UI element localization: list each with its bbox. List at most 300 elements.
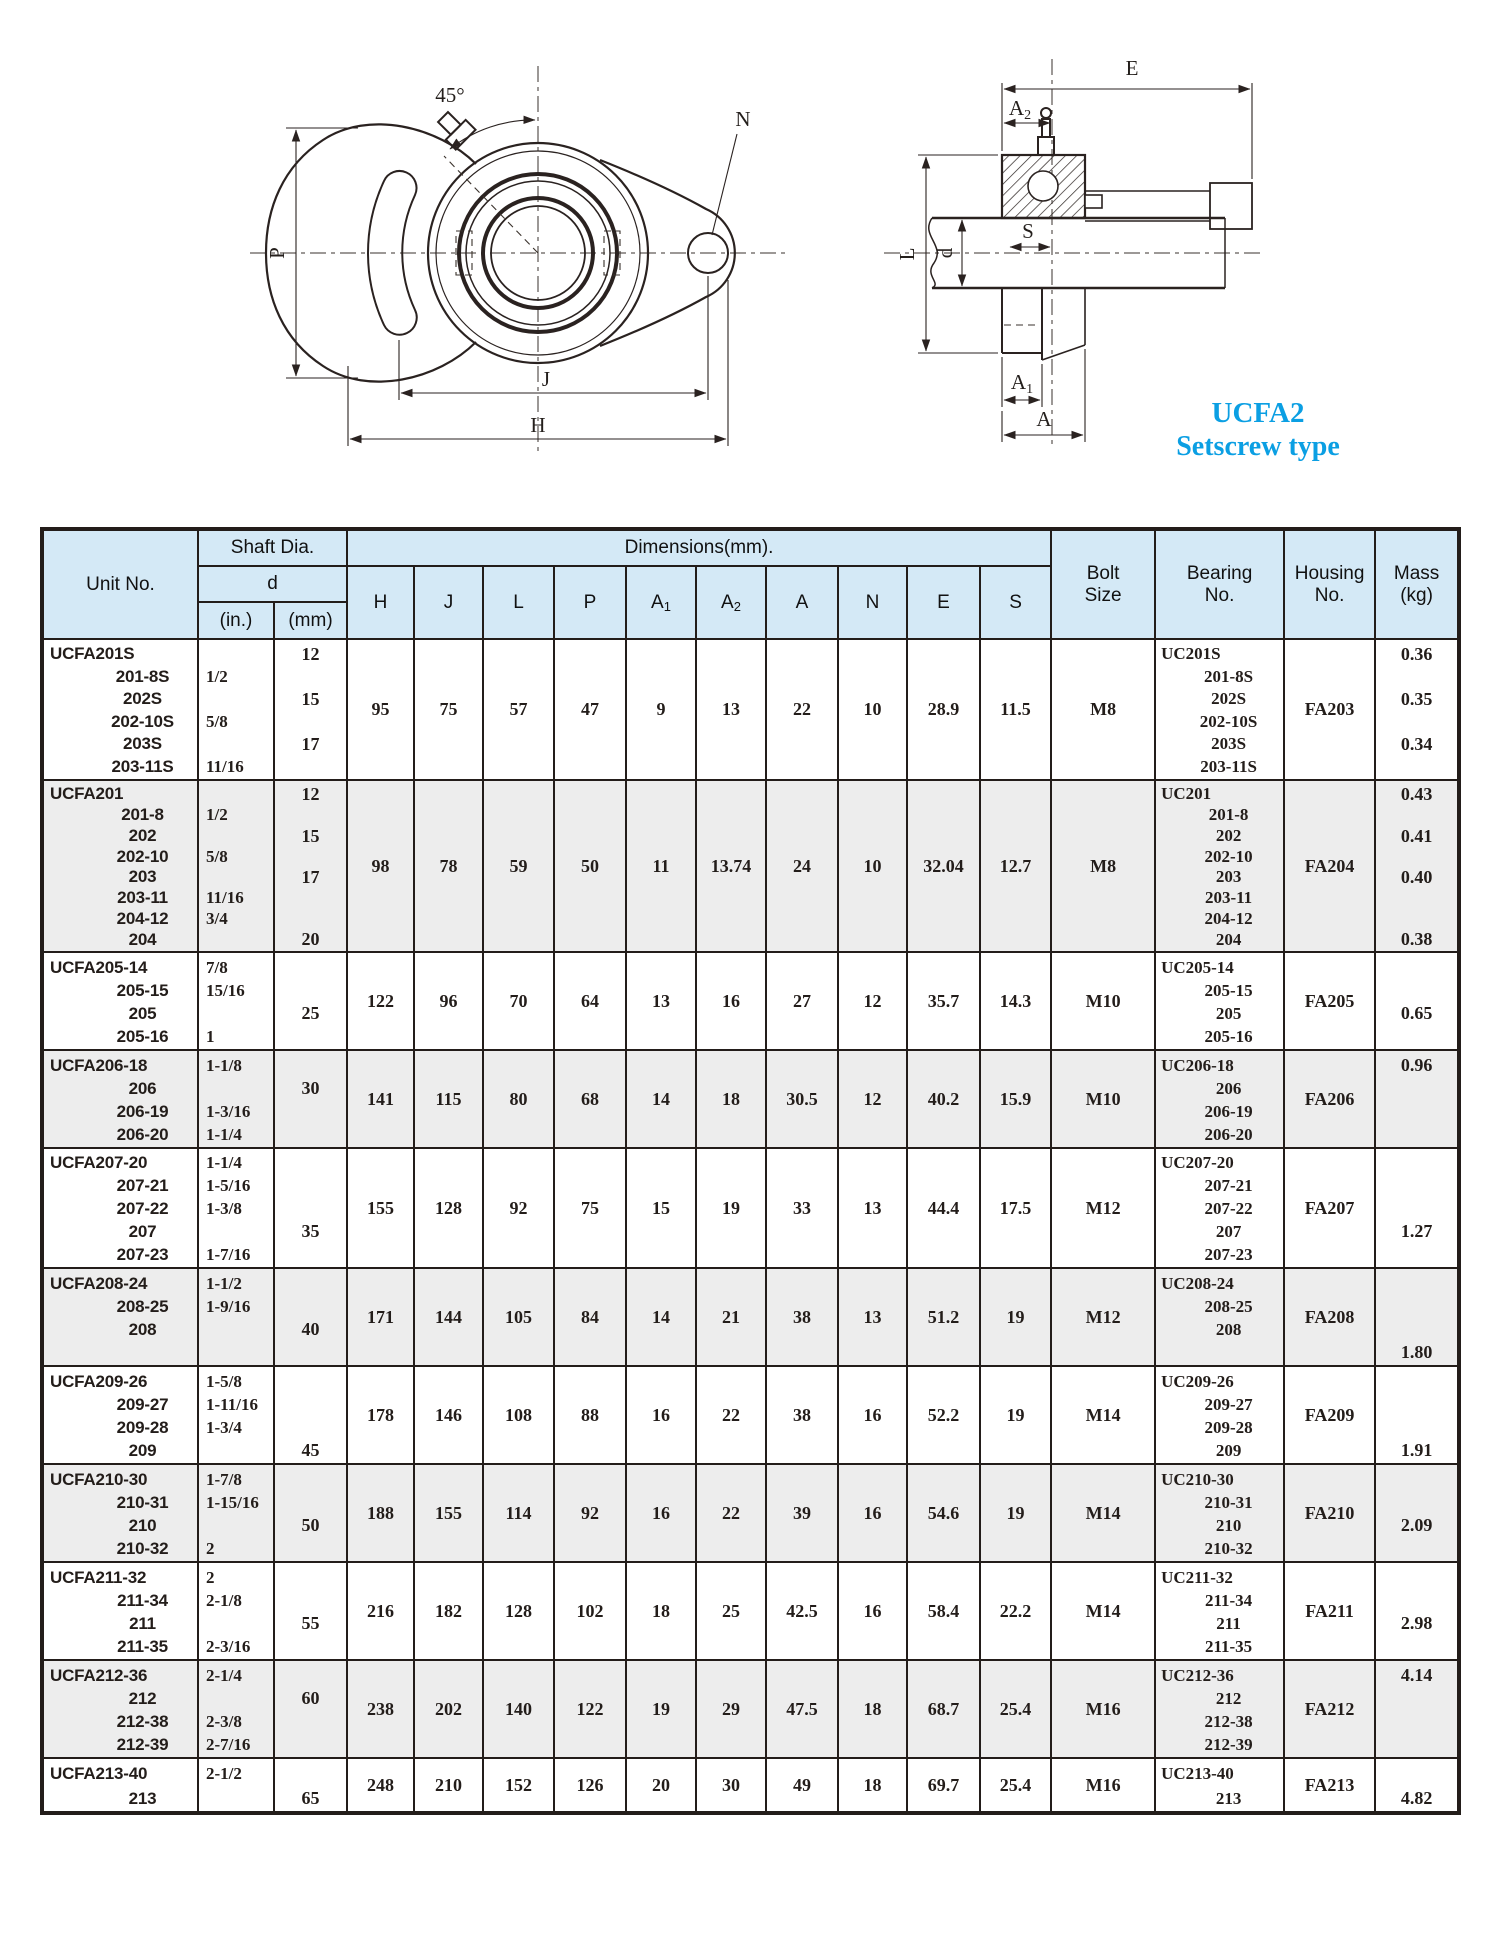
unit-no-line: UCFA209-26 [50,1371,148,1391]
dim-p: 88 [554,1366,626,1464]
shaft-dia-mm-line [275,956,346,979]
shaft-dia-inch-line: 2 [206,1538,215,1558]
shaft-dia-mm-line: 40 [301,1319,320,1339]
table-row [42,952,1459,1050]
dim-a2: 29 [696,1660,766,1758]
dim-e: 58.4 [907,1562,980,1660]
unit-no-line: 210 [128,1515,157,1535]
mass-line: 0.40 [1400,867,1433,887]
shaft-dia-mm-line: 30 [301,1078,320,1098]
mass-line [1376,1272,1457,1295]
mass-line [1376,711,1457,734]
mass-line: 1.80 [1400,1342,1433,1362]
unit-no-cell [42,1464,198,1562]
a1-label: A1 [1010,370,1034,397]
bearing-no-line: UC208-24 [1161,1273,1234,1293]
shaft-dia-mm-cell [274,952,347,1050]
dim-p: 126 [554,1758,626,1813]
table-row [42,1148,1459,1268]
unit-no-line: 211-35 [117,1636,168,1656]
bearing-no-line: 206-20 [1204,1124,1253,1144]
shaft-dia-mm-line [275,847,346,868]
shaft-dia-mm-line: 12 [301,784,320,804]
housing-no: FA213 [1284,1758,1375,1813]
unit-no-line: UCFA206-18 [50,1055,148,1075]
shaft-dia-mm-line [275,1243,346,1266]
col-header-a: A [766,566,838,639]
mass-line [1376,1733,1457,1756]
bolt-size: M14 [1051,1464,1155,1562]
dim-a: 27 [766,952,838,1050]
mass-line [1376,1152,1457,1175]
shaft-dia-inch-line: 1/2 [206,805,228,825]
shaft-dia-mm-line [275,756,346,779]
shaft-dia-inch-line: 2-1/4 [206,1665,242,1685]
unit-no-line: 209-28 [116,1417,169,1437]
col-header-h: H [347,566,414,639]
type-title [1108,396,1408,464]
shaft-dia-mm-cell [274,1758,347,1813]
unit-no-line: 207-21 [116,1176,169,1196]
dim-l: 152 [483,1758,554,1813]
housing-section [1002,155,1102,218]
mass-line [1376,1198,1457,1221]
shaft-dia-mm-line: 12 [301,643,320,664]
shaft-dia-inch-line [199,1077,273,1100]
a-dimension [1002,349,1085,442]
mass-line [1376,1687,1457,1710]
unit-no-line: 213 [128,1788,157,1808]
col-header-d: d [198,566,347,602]
dim-p: 47 [554,639,626,780]
unit-no-line: 202 [128,825,157,845]
p-label: P [265,247,289,259]
dim-e: 35.7 [907,952,980,1050]
housing-no: FA203 [1284,639,1375,780]
dim-h: 95 [347,639,414,780]
col-header-mass: Mass (kg) [1375,529,1459,639]
mass-line [1376,1123,1457,1146]
unit-no-line: 210-31 [116,1492,169,1512]
bolt-size: M10 [1051,952,1155,1050]
mass-line [1376,1370,1457,1393]
mass-cell [1375,1148,1459,1268]
dim-j: 146 [414,1366,483,1464]
bearing-no-line: 205 [1215,1003,1242,1023]
shaft-dia-inch-cell [198,1464,274,1562]
mass-cell [1375,1562,1459,1660]
bearing-no-line: 201-8 [1208,805,1249,825]
col-header-n: N [838,566,907,639]
dim-e: 52.2 [907,1366,980,1464]
mass-line [1376,1710,1457,1733]
unit-no-line: 212-39 [116,1734,169,1754]
dim-l: 70 [483,952,554,1050]
dim-a1: 15 [626,1148,696,1268]
bearing-no-line: 208 [1215,1319,1242,1339]
dim-s: 17.5 [980,1148,1051,1268]
bearing-no-cell [1155,1268,1284,1366]
dim-n: 12 [838,952,907,1050]
table-row [42,1562,1459,1660]
unit-no-line: 211-34 [117,1590,168,1610]
shaft-dia-inch-line [199,1220,273,1243]
unit-no-line: 203 [128,867,157,887]
shaft-dia-inch-line: 1/2 [206,666,228,686]
shaft-dia-mm-line [275,711,346,734]
mass-line: 2.98 [1400,1613,1433,1633]
shaft-dia-inch-line: 1 [206,1026,215,1046]
unit-no-line: 212 [128,1688,157,1708]
dim-l: 59 [483,780,554,952]
unit-no-line: 207 [128,1221,157,1241]
table-row [42,1758,1459,1813]
mass-line [1376,666,1457,689]
dim-j: 128 [414,1148,483,1268]
shaft-dia-inch-cell [198,1050,274,1148]
shaft-dia-inch-line [199,688,273,711]
unit-no-line: 205-16 [116,1026,169,1046]
bearing-no-cell [1155,1050,1284,1148]
dim-j: 144 [414,1268,483,1366]
dim-a2: 25 [696,1562,766,1660]
shaft-dia-inch-line: 1-5/16 [206,1176,251,1196]
unit-no-cell [42,780,198,952]
unit-no-line: 202-10S [111,711,174,731]
mass-line: 0.41 [1400,825,1433,846]
mass-line: 4.82 [1400,1788,1433,1809]
unit-no-line: 206-20 [116,1124,169,1144]
shaft-dia-inch-cell [198,952,274,1050]
bearing-no-line: 206 [1215,1078,1242,1098]
shaft-dia-mm-line [275,1635,346,1658]
shaft-dia-inch-line: 1-5/8 [206,1371,242,1391]
dim-s: 25.4 [980,1758,1051,1813]
unit-no-line: UCFA212-36 [50,1665,148,1685]
shaft-dia-mm-cell [274,1268,347,1366]
shaft-dia-mm-line [275,1664,346,1687]
housing-no: FA209 [1284,1366,1375,1464]
bearing-no-line: 210-32 [1204,1538,1253,1558]
bearing-no-line: 212 [1215,1688,1242,1708]
unit-no-line: 207-23 [116,1244,169,1264]
e-label: E [1125,56,1139,80]
bolt-size: M16 [1051,1660,1155,1758]
bearing-no-line: 203 [1215,867,1242,887]
mass-line [1376,1416,1457,1439]
dim-e: 28.9 [907,639,980,780]
shaft-dia-inch-line: 2-1/8 [206,1590,242,1610]
bearing-no-cell [1155,952,1284,1050]
shaft-dia-inch-line: 1-9/16 [206,1296,251,1316]
bearing-no-line: 203-11 [1204,888,1253,908]
h-label: H [530,413,546,437]
bearing-no-line: 201-8S [1204,666,1254,686]
mass-line: 0.34 [1400,733,1433,754]
col-header-p: P [554,566,626,639]
unit-no-line: 207-22 [116,1198,169,1218]
unit-no-line: UCFA201 [50,784,124,804]
bolt-size: M16 [1051,1758,1155,1813]
mass-line [1376,1025,1457,1048]
mass-line [1376,1468,1457,1491]
mass-line: 4.14 [1400,1665,1433,1685]
unit-no-line: 211 [129,1613,156,1633]
shaft-dia-mm-line [275,666,346,689]
bolt-size: M14 [1051,1366,1155,1464]
mass-line [1376,1100,1457,1123]
mass-line: 0.65 [1400,1003,1433,1023]
shaft-dia-inch-line: 2-1/2 [206,1764,242,1784]
dim-a2: 13 [696,639,766,780]
dim-s: 19 [980,1268,1051,1366]
dim-a2: 16 [696,952,766,1050]
mass-line [1376,1537,1457,1560]
table-body [42,639,1459,1813]
mass-line [1376,1762,1457,1787]
mass-cell [1375,952,1459,1050]
dim-n: 16 [838,1562,907,1660]
bearing-no-line: 205-16 [1204,1026,1253,1046]
dim-l: 114 [483,1464,554,1562]
bolt-size: M14 [1051,1562,1155,1660]
shaft-dia-mm-cell [274,780,347,952]
bolt-hole-ear [1085,183,1252,229]
shaft-dia-mm-line [275,1416,346,1439]
shaft-dia-mm-cell [274,1562,347,1660]
col-header-a2: A2 [696,566,766,639]
unit-no-line: UCFA213-40 [50,1764,148,1784]
unit-no-line: 208 [128,1319,157,1339]
mass-cell [1375,1660,1459,1758]
unit-no-cell [42,1562,198,1660]
dim-p: 92 [554,1464,626,1562]
shaft-dia-mm-line [275,888,346,909]
dim-j: 202 [414,1660,483,1758]
bearing-no-line: 202S [1211,689,1247,709]
shaft-dia-mm-line: 45 [301,1440,320,1460]
shaft-dia-mm-line [275,805,346,826]
shaft-dia-mm-line [275,1762,346,1787]
unit-no-line: UCFA208-24 [50,1273,148,1293]
unit-no-line: UCFA211-32 [50,1567,147,1587]
dim-a2: 18 [696,1050,766,1148]
shaft-dia-inch-line: 11/16 [206,888,244,908]
unit-no-cell [42,1268,198,1366]
unit-no-cell [42,1366,198,1464]
unit-no-line: 205 [128,1003,157,1023]
dim-a: 22 [766,639,838,780]
dim-j: 115 [414,1050,483,1148]
mass-line: 0.38 [1400,929,1433,949]
unit-no-line: 205-15 [116,980,169,1000]
mass-line [1376,1589,1457,1612]
dim-a2: 13.74 [696,780,766,952]
dim-j: 182 [414,1562,483,1660]
d-label: d [933,247,957,259]
col-header-l: L [483,566,554,639]
shaft-dia-mm-cell [274,1050,347,1148]
bearing-no-line: UC207-20 [1161,1153,1234,1173]
shaft-dia-mm-line [275,1537,346,1560]
shaft-dia-inch-line: 1-11/16 [206,1394,258,1414]
dim-n: 16 [838,1366,907,1464]
bearing-no-line: 205-15 [1204,980,1253,1000]
shaft-dia-mm-line [275,1710,346,1733]
shaft-dia-inch-line: 1-3/8 [206,1198,242,1218]
table-row [42,1366,1459,1464]
n-label: N [735,107,751,131]
shaft-dia-inch-line: 2-3/16 [206,1636,251,1656]
table-header [42,529,1459,639]
housing-no: FA205 [1284,952,1375,1050]
housing-no: FA211 [1284,1562,1375,1660]
j-label: J [541,367,551,391]
mass-line [1376,979,1457,1002]
shaft-dia-mm-line [275,1491,346,1514]
mass-line: 1.27 [1400,1221,1433,1242]
dim-j: 210 [414,1758,483,1813]
dim-s: 14.3 [980,952,1051,1050]
col-header-j: J [414,566,483,639]
mass-line [1376,888,1457,909]
shaft-dia-inch-line [199,784,273,805]
angle-label: 45° [435,83,465,107]
shaft-dia-inch-line: 5/8 [206,711,228,731]
mass-line [1376,1635,1457,1658]
col-header-inch: (in.) [198,602,274,639]
angle-dimension [435,83,535,149]
unit-no-line: UCFA201S [50,644,135,664]
dim-p: 102 [554,1562,626,1660]
col-header-bearing-no: Bearing No. [1155,529,1284,639]
dim-l: 57 [483,639,554,780]
bearing-no-line: 207-22 [1204,1198,1253,1218]
table-row [42,1660,1459,1758]
table-row [42,1268,1459,1366]
dim-a1: 14 [626,1268,696,1366]
bearing-no-line: 206-19 [1204,1101,1253,1121]
shaft-dia-mm-line: 60 [301,1688,320,1708]
col-header-shaft-dia: Shaft Dia. [198,529,347,566]
mass-line [1376,1566,1457,1589]
table-row [42,1464,1459,1562]
dim-a: 47.5 [766,1660,838,1758]
housing-no: FA212 [1284,1660,1375,1758]
dim-e: 40.2 [907,1050,980,1148]
shaft-dia-inch-line [199,1318,273,1341]
bearing-no-line: 211-34 [1204,1590,1253,1610]
dim-a2: 21 [696,1268,766,1366]
bearing-no-cell [1155,1758,1284,1813]
bearing-no-line: UC206-18 [1161,1055,1234,1075]
dim-a1: 9 [626,639,696,780]
bearing-no-line: 211-35 [1204,1636,1253,1656]
col-header-housing-no: Housing No. [1284,529,1375,639]
type-title-line1: UCFA2 [1211,397,1305,429]
shaft-dia-mm-line: 15 [301,688,320,709]
dim-h: 122 [347,952,414,1050]
dim-a1: 14 [626,1050,696,1148]
dim-l: 108 [483,1366,554,1464]
bolt-size: M8 [1051,780,1155,952]
mass-line: 2.09 [1400,1515,1433,1535]
shaft-dia-mm-line: 20 [301,929,320,949]
mass-line: 0.36 [1400,643,1433,664]
shaft-dia-inch-line: 1-1/4 [206,1153,242,1173]
unit-no-cell [42,639,198,780]
shaft-dia-mm-cell [274,1366,347,1464]
bolt-size: M12 [1051,1268,1155,1366]
bolt-size: M8 [1051,639,1155,780]
bearing-no-line: 202-10S [1199,711,1258,731]
unit-no-line: 201-8S [115,666,170,686]
shaft-dia-inch-line [199,1439,273,1462]
dim-e: 68.7 [907,1660,980,1758]
unit-no-line: 208-25 [116,1296,169,1316]
bearing-no-line: 209-28 [1204,1417,1253,1437]
shaft-dia-mm-line: 35 [301,1221,320,1242]
shaft-dia-inch-line: 1-7/8 [206,1469,242,1489]
shaft-dia-mm-line [275,1198,346,1221]
dim-l: 92 [483,1148,554,1268]
bearing-no-line: UC205-14 [1161,957,1234,977]
bearing-no-line: 213 [1215,1788,1242,1808]
shaft-dia-mm-cell [274,1148,347,1268]
unit-no-line: 203-11S [111,756,174,776]
bearing-no-line: UC209-26 [1161,1371,1234,1391]
shaft-dia-inch-line [199,643,273,666]
dim-e: 69.7 [907,1758,980,1813]
bearing-no-cell [1155,1464,1284,1562]
unit-no-line: UCFA210-30 [50,1469,148,1489]
dim-n: 18 [838,1758,907,1813]
shaft-dia-mm-line [275,1123,346,1146]
spec-table [40,527,1461,1815]
col-header-mm: (mm) [274,602,347,639]
col-header-bolt-size: Bolt Size [1051,529,1155,639]
bearing-no-cell [1155,1562,1284,1660]
bearing-no-line: UC213-40 [1161,1764,1234,1784]
mass-line [1376,756,1457,779]
dim-s: 22.2 [980,1562,1051,1660]
shaft-dia-mm-line [275,1468,346,1491]
dim-p: 64 [554,952,626,1050]
housing-no: FA208 [1284,1268,1375,1366]
mass-cell [1375,780,1459,952]
shaft-dia-mm-line [275,1370,346,1393]
shaft-dia-inch-line [199,929,273,950]
shaft-dia-inch-line [199,826,273,847]
shaft-dia-mm-cell [274,1464,347,1562]
bearing-no-line: 207 [1215,1221,1242,1241]
mass-line [1376,1393,1457,1416]
shaft-dia-inch-line: 1-15/16 [206,1492,259,1512]
dim-a: 38 [766,1366,838,1464]
unit-no-cell [42,1758,198,1813]
dim-s: 19 [980,1464,1051,1562]
dim-h: 216 [347,1562,414,1660]
front-view-drawing [238,48,798,494]
unit-no-line: UCFA205-14 [50,957,148,977]
dim-a: 38 [766,1268,838,1366]
dim-n: 13 [838,1268,907,1366]
bolt-size: M12 [1051,1148,1155,1268]
dim-a2: 22 [696,1366,766,1464]
bearing-ball [1028,171,1058,201]
dim-s: 11.5 [980,639,1051,780]
mass-line: 0.96 [1400,1055,1433,1075]
